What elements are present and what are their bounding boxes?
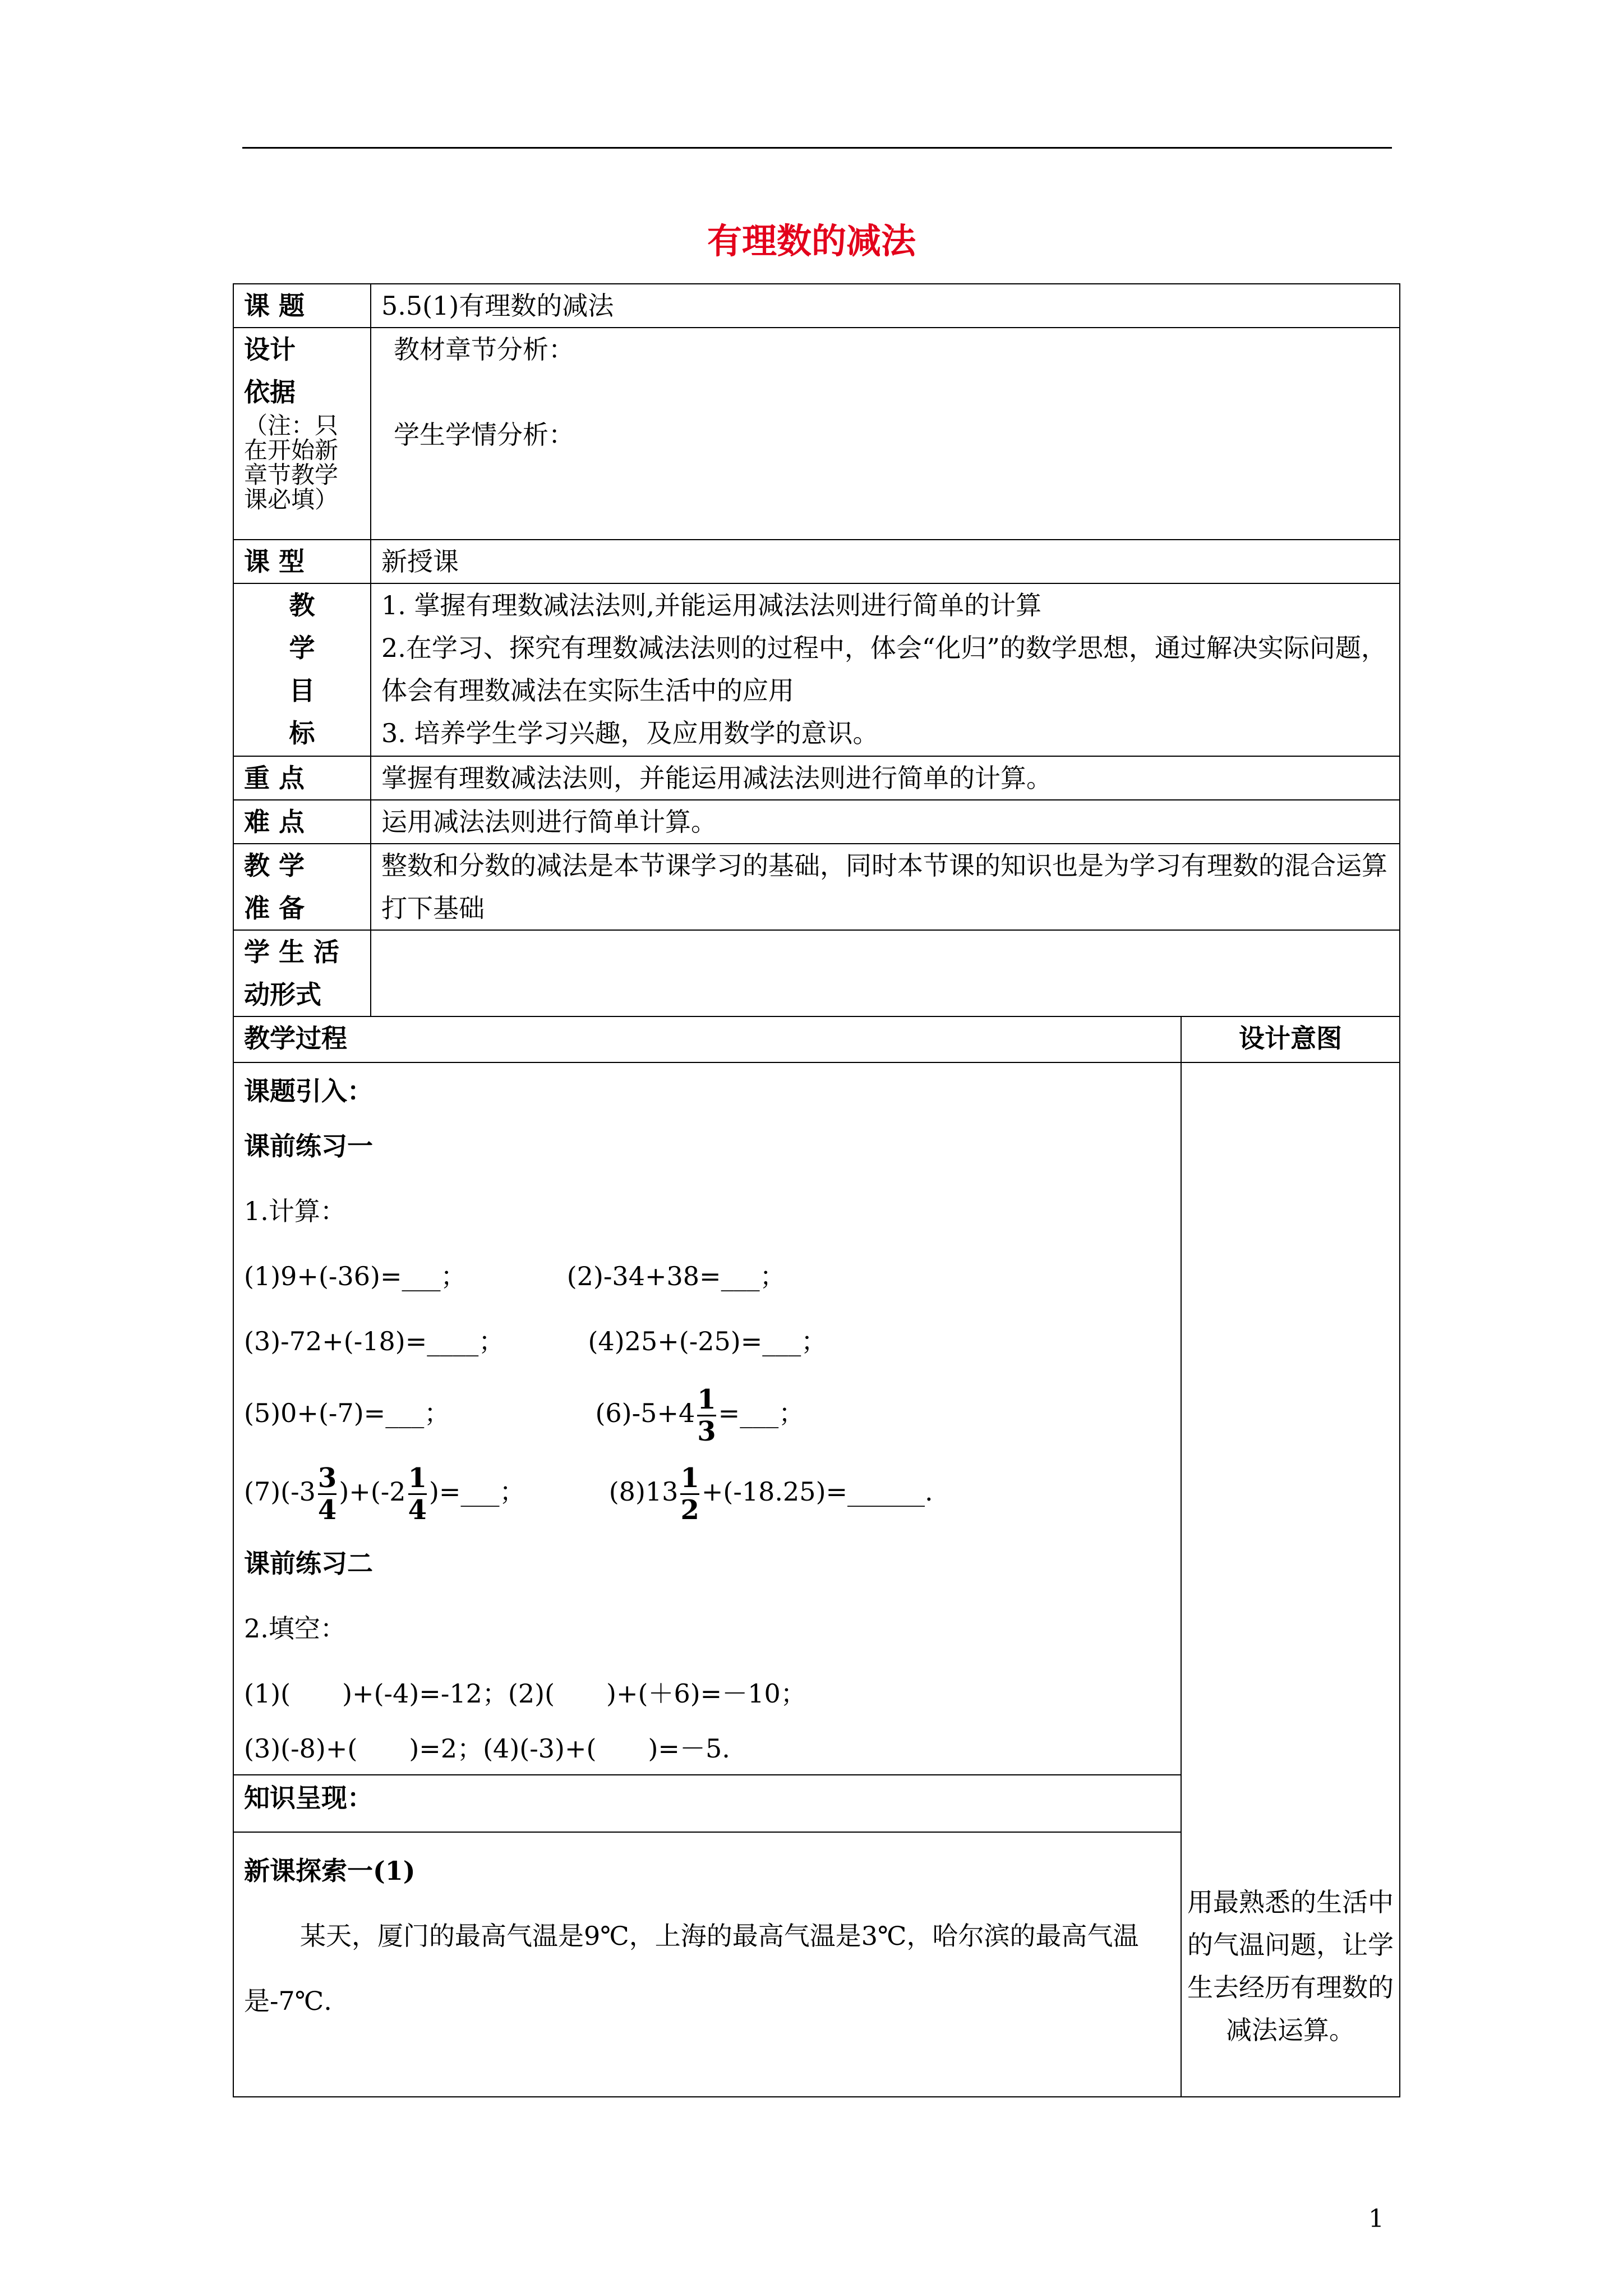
goals-label-char: 标 [289,718,315,748]
exercise-row [244,1309,1170,1374]
key-point-label: 重 点 [233,756,371,800]
explore-text: 某天，厦门的最高气温是9℃，上海的最高气温是3℃，哈尔滨的最高气温是-7℃. [244,1921,1139,2016]
fraction-numerator: 3 [317,1462,337,1494]
knowledge-label: 知识呈现： [234,1774,1181,1832]
exercise-3: (3)-72+(-18)=____； [244,1326,505,1356]
fill-in-row-1: (1)( )+(-4)=-12；(2)( )+(＋6)=－10； [244,1678,806,1709]
difficulty-value: 运用减法法则进行简单计算。 [371,800,1400,844]
fraction-denominator: 3 [697,1415,716,1447]
prep-label-1: 教 学 [244,850,305,881]
topic-row [233,284,1400,328]
goals-label-char: 目 [289,675,315,706]
exercise-7-c: )=___； [428,1476,525,1507]
design-label-2: 依据 [244,377,296,407]
exercise-7-b: )+(-2 [339,1476,406,1507]
fill-in-row-2: (3)(-8)+( )=2；(4)(-3)+( )=－5. [244,1733,730,1764]
fraction-denominator: 4 [408,1494,427,1526]
design-basis-content [371,328,1400,540]
teaching-prep-label [233,844,371,930]
exercise-4: (4)25+(-25)=___； [588,1326,827,1356]
exercise-2: (2)-34+38=___； [566,1261,786,1291]
explore-label: 新课探索一(1) [244,1856,416,1886]
design-basis-row [233,328,1400,540]
exercise-7-a: (7)(-3 [244,1476,316,1507]
fraction-denominator: 2 [680,1494,699,1526]
goal-item: 3. 培养学生学习兴趣，及应用数学的意识。 [381,718,879,748]
student-analysis-label: 学生学情分析： [394,420,574,450]
exercise-1: (1)9+(-36)=___； [244,1261,467,1291]
lesson-type-label: 课 型 [233,540,371,583]
difficulty-label: 难 点 [233,800,371,844]
topic-label: 课 题 [233,284,371,328]
lesson-plan-table [233,283,1400,2097]
student-activity-row [233,930,1400,1016]
exercise-5: (5)0+(-7)=___； [244,1398,450,1428]
textbook-analysis-label: 教材章节分析： [394,334,574,365]
fraction-one-half [680,1463,699,1525]
exercise-8-end: +(-18.25)=______. [701,1476,933,1507]
teaching-prep-value: 整数和分数的减法是本节课学习的基础，同时本节课的知识也是为学习有理数的混合运算打下基础 [371,844,1400,930]
fraction-three-quarters [318,1463,336,1525]
topic-value: 5.5(1)有理数的减法 [371,284,1400,328]
difficulty-row [233,800,1400,844]
fraction-one-quarter [408,1463,427,1525]
activity-label-1: 学 生 活 [244,937,340,967]
process-header: 教学过程 [233,1016,1181,1062]
goal-item: 1. 掌握有理数减法法则,并能运用减法法则进行简单的计算 [381,590,1042,620]
lesson-type-value: 新授课 [371,540,1400,583]
lesson-type-row [233,540,1400,583]
goal-item: 2.在学习、探究有理数减法法则的过程中，体会“化归”的数学思想，通过解决实际问题，体会有理数减法在实际生活中的应用 [381,633,1387,706]
fraction-numerator: 1 [680,1462,699,1494]
exercise-row [244,1452,1170,1531]
process-body-row [233,1062,1400,2097]
design-note: （注：只在开始新章节教学课必填） [244,412,339,513]
warmup-section [234,1063,1181,1774]
exercise-two-label: 课前练习二 [244,1548,373,1579]
student-activity-label [233,930,371,1016]
teaching-goals-label [233,583,371,756]
process-header-row [233,1016,1400,1062]
exercise-8-start: (8)13 [608,1476,679,1507]
question-one-label: 1.计算： [244,1196,346,1226]
design-intent-text: 用最熟悉的生活中的气温问题，让学生去经历有理数的减法运算。 [1187,1887,1394,2045]
exercise-6-end: =___； [718,1398,805,1428]
header-rule [242,147,1392,149]
goals-label-char: 学 [289,633,315,663]
intent-header: 设计意图 [1181,1016,1400,1062]
key-point-value: 掌握有理数减法法则，并能运用减法法则进行简单的计算。 [371,756,1400,800]
explore-section [234,1832,1181,2096]
exercise-row [244,1244,1170,1309]
process-body [233,1062,1181,2097]
page-title: 有理数的减法 [707,220,916,261]
design-basis-label-cell [233,328,371,540]
student-activity-value [371,930,1400,1016]
teaching-goals-row [233,583,1400,756]
teaching-prep-row [233,844,1400,930]
question-two-label: 2.填空： [244,1613,346,1644]
fraction-one-third [697,1384,716,1447]
exercise-row [244,1374,1170,1452]
fraction-denominator: 4 [317,1494,337,1526]
design-intent-cell [1181,1062,1400,2097]
intro-label: 课题引入： [244,1076,373,1106]
goals-label-char: 教 [289,590,315,620]
prep-label-2: 准 备 [244,893,305,923]
key-point-row [233,756,1400,800]
design-label-1: 设计 [244,334,296,365]
activity-label-2: 动形式 [244,979,321,1010]
fraction-numerator: 1 [408,1462,427,1494]
exercise-one-label: 课前练习一 [244,1131,373,1161]
page-number: 1 [1368,2205,1384,2233]
exercise-6-start: (6)-5+4 [595,1398,695,1428]
teaching-goals-content [371,583,1400,756]
fraction-numerator: 1 [697,1383,716,1415]
